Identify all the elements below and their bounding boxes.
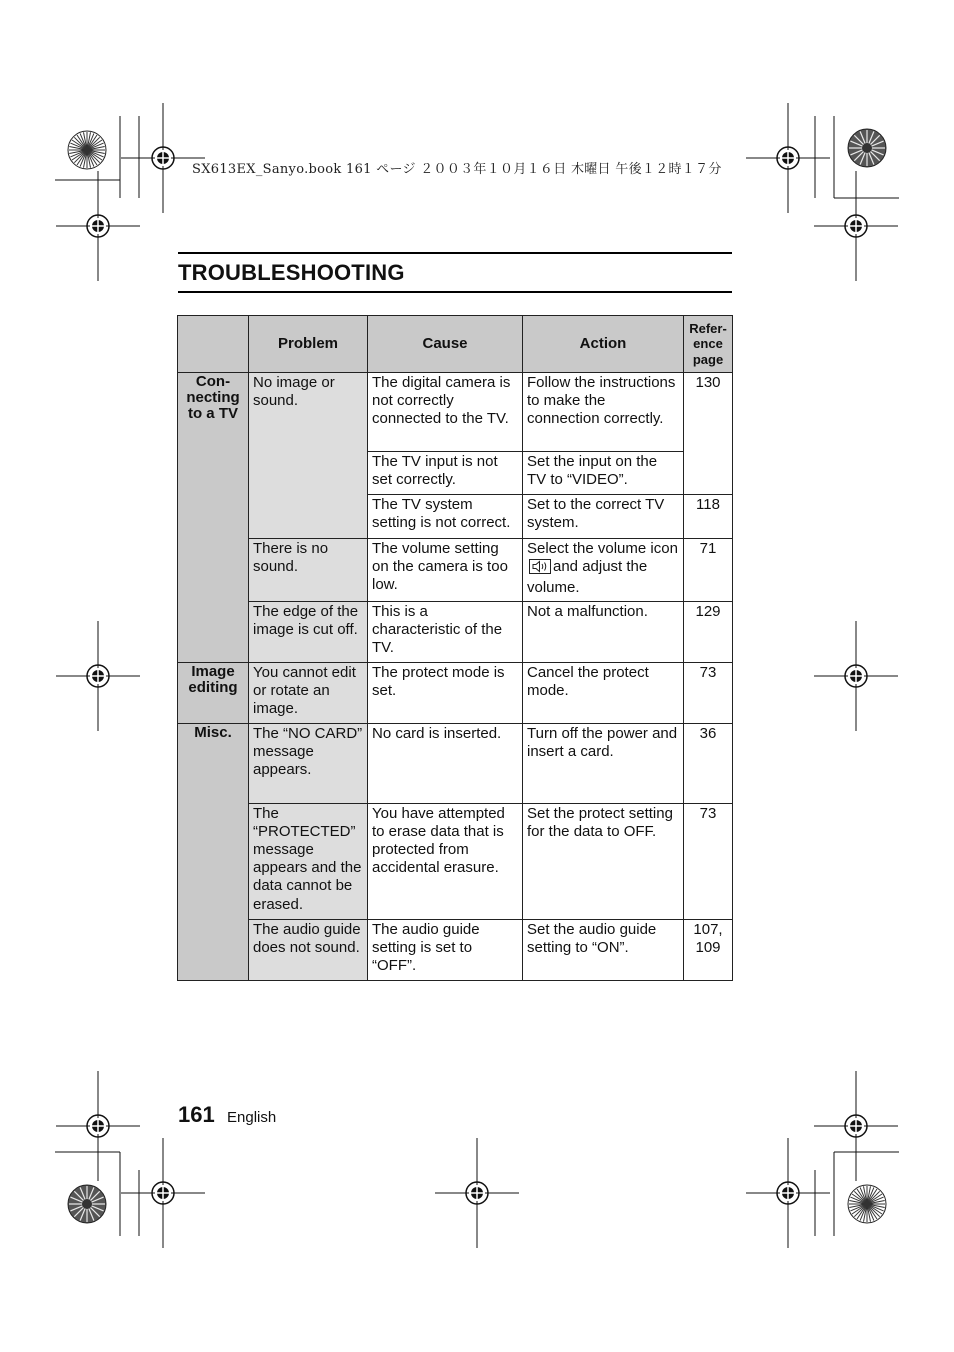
action-cell — [523, 539, 684, 602]
header-action: Action — [523, 316, 684, 373]
page-title: TROUBLESHOOTING — [178, 260, 405, 285]
table-row — [178, 373, 733, 452]
table-row — [178, 601, 733, 662]
table-row — [178, 919, 733, 980]
problem-cell: You cannot edit or rotate an image. — [249, 662, 368, 723]
header-category — [178, 316, 249, 373]
action-cell: Set the input on the TV to “VIDEO”. — [523, 452, 684, 495]
cause-cell: This is a characteristic of the TV. — [368, 601, 523, 662]
reference-cell: 36 — [684, 723, 733, 803]
reference-cell: 129 — [684, 601, 733, 662]
category-misc: Misc. — [178, 723, 249, 980]
cause-cell: The TV system setting is not correct. — [368, 495, 523, 539]
action-cell: Set the protect setting for the data to OFF. — [523, 803, 684, 919]
header-reference-page: Refer- ence page — [684, 316, 733, 373]
troubleshooting-table — [177, 315, 733, 981]
category-connecting-tv: Con- necting to a TV — [178, 373, 249, 663]
problem-cell: The “PROTECTED” message appears and the data cannot be erased. — [249, 803, 368, 919]
reference-cell: 130 — [684, 373, 733, 495]
action-text-before-icon: Select the volume icon — [527, 540, 678, 557]
action-cell: Follow the instructions to make the connection correctly. — [523, 373, 684, 452]
page-number: 161 — [178, 1102, 215, 1127]
title-top-rule — [178, 252, 732, 254]
problem-cell: The edge of the image is cut off. — [249, 601, 368, 662]
action-cell: Set to the correct TV system. — [523, 495, 684, 539]
action-cell: Not a malfunction. — [523, 601, 684, 662]
cause-cell: You have attempted to erase data that is protected from accidental erasure. — [368, 803, 523, 919]
cause-cell: The volume setting on the camera is too low. — [368, 539, 523, 602]
action-cell: Set the audio guide setting to “ON”. — [523, 919, 684, 980]
cause-cell: The digital camera is not correctly connected to the TV. — [368, 373, 523, 452]
page-language: English — [227, 1109, 277, 1126]
reference-cell: 71 — [684, 539, 733, 602]
reference-cell: 73 — [684, 803, 733, 919]
table-header-row — [178, 316, 733, 373]
title-bottom-rule — [178, 291, 732, 293]
header-cause: Cause — [368, 316, 523, 373]
header-problem: Problem — [249, 316, 368, 373]
cause-cell: The protect mode is set. — [368, 662, 523, 723]
cause-cell: The audio guide setting is set to “OFF”. — [368, 919, 523, 980]
reference-cell: 107, 109 — [684, 919, 733, 980]
table-row — [178, 539, 733, 602]
speaker-volume-icon — [529, 559, 551, 579]
reference-cell: 73 — [684, 662, 733, 723]
table-row — [178, 723, 733, 803]
problem-cell: The audio guide does not sound. — [249, 919, 368, 980]
problem-cell: No image or sound. — [249, 373, 368, 539]
action-cell: Cancel the protect mode. — [523, 662, 684, 723]
action-text-after-icon: and adjust the volume. — [527, 558, 648, 597]
cause-cell: No card is inserted. — [368, 723, 523, 803]
table-row — [178, 803, 733, 919]
category-image-editing: Image editing — [178, 662, 249, 723]
reference-cell: 118 — [684, 495, 733, 539]
cause-cell: The TV input is not set correctly. — [368, 452, 523, 495]
problem-cell: The “NO CARD” message appears. — [249, 723, 368, 803]
action-cell: Turn off the power and insert a card. — [523, 723, 684, 803]
print-header: SX613EX_Sanyo.book 161 ページ ２００３年１０月１６日 木曜日 午後１２時１７分 — [192, 162, 722, 177]
problem-cell: There is no sound. — [249, 539, 368, 602]
table-row — [178, 662, 733, 723]
